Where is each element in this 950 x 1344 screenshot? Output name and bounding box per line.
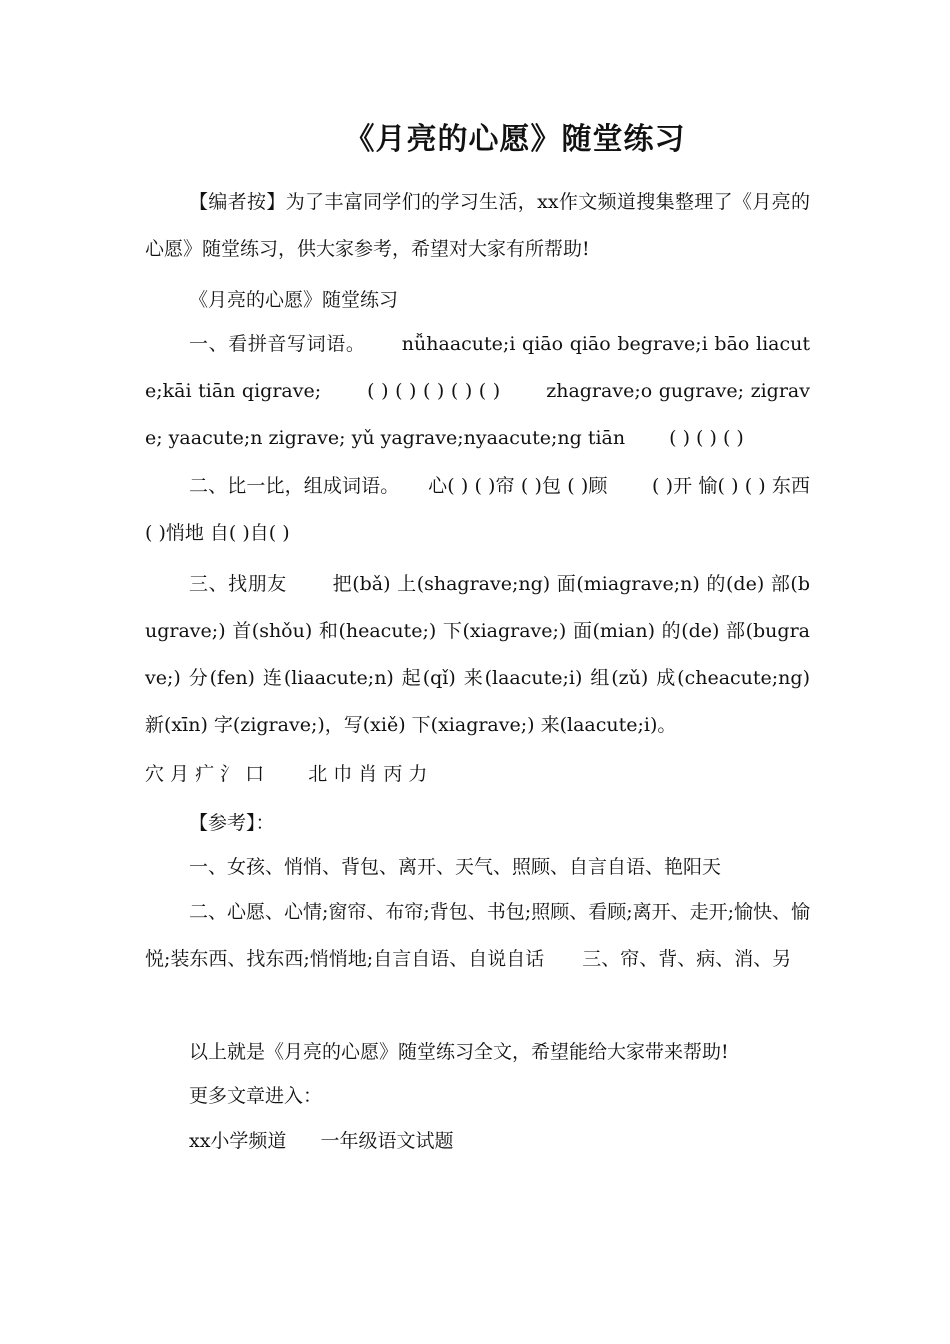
related-links	[189, 1126, 859, 1156]
link-primary-channel[interactable]: xx小学频道	[189, 1130, 287, 1152]
question-1: 一、看拼音写词语。 nǚhaacute;i qiāo qiāo begrave;i bāo liacute;kāi tiān qigrave; ( ) ( ) ( ) ( ) ( ) zhagrave;o gugrave; zigrave; yaacute;n zigrave; yǔ yagrave;nyaacute;ng tiān ( ) ( ) ( )	[145, 333, 810, 449]
radicals-line: 穴 月 疒 氵 口 北 巾 肖 丙 力	[145, 763, 428, 785]
more-articles-label: 更多文章进入：	[189, 1085, 323, 1107]
closing-text: 以上就是《月亮的心愿》随堂练习全文，希望能给大家带来帮助!	[189, 1041, 729, 1063]
editor-note: 【编者按】为了丰富同学们的学习生活，xx作文频道搜集整理了《月亮的心愿》随堂练习，供大家参考，希望对大家有所帮助!	[145, 191, 810, 260]
question-2: 二、比一比，组成词语。 心( ) ( )帘 ( )包 ( )顾 ( )开 愉( ) ( ) 东西 ( )悄地 自( )自( )	[145, 475, 810, 544]
page-title: 《月亮的心愿》随堂练习	[344, 122, 686, 157]
question-3: 三、找朋友 把(bǎ) 上(shagrave;ng) 面(miagrave;n) 的(de) 部(bugrave;) 首(shǒu) 和(heacute;) 下(xiagrave;) 面(mian) 的(de) 部(bugrave;) 分(fen) 连(liaacute;n) 起(qǐ) 来(laacute;i) 组(zǔ) 成(cheacute;ng) 新(xīn) 字(zigrave;)，写(xiě) 下(xiagrave;) 来(laacute;i)。	[145, 573, 810, 736]
section-subtitle: 《月亮的心愿》随堂练习	[189, 289, 399, 311]
answers-heading: 【参考】：	[189, 812, 275, 834]
answer-2: 二、心愿、心情;窗帘、布帘;背包、书包;照顾、看顾;离开、走开;愉快、愉悦;装东西、找东西;悄悄地;自言自语、自说自话 三、帘、背、病、消、另	[145, 901, 811, 970]
answer-1: 一、女孩、悄悄、背包、离开、天气、照顾、自言自语、艳阳天	[189, 856, 722, 878]
link-grade1-chinese-tests[interactable]: 一年级语文试题	[320, 1130, 454, 1152]
